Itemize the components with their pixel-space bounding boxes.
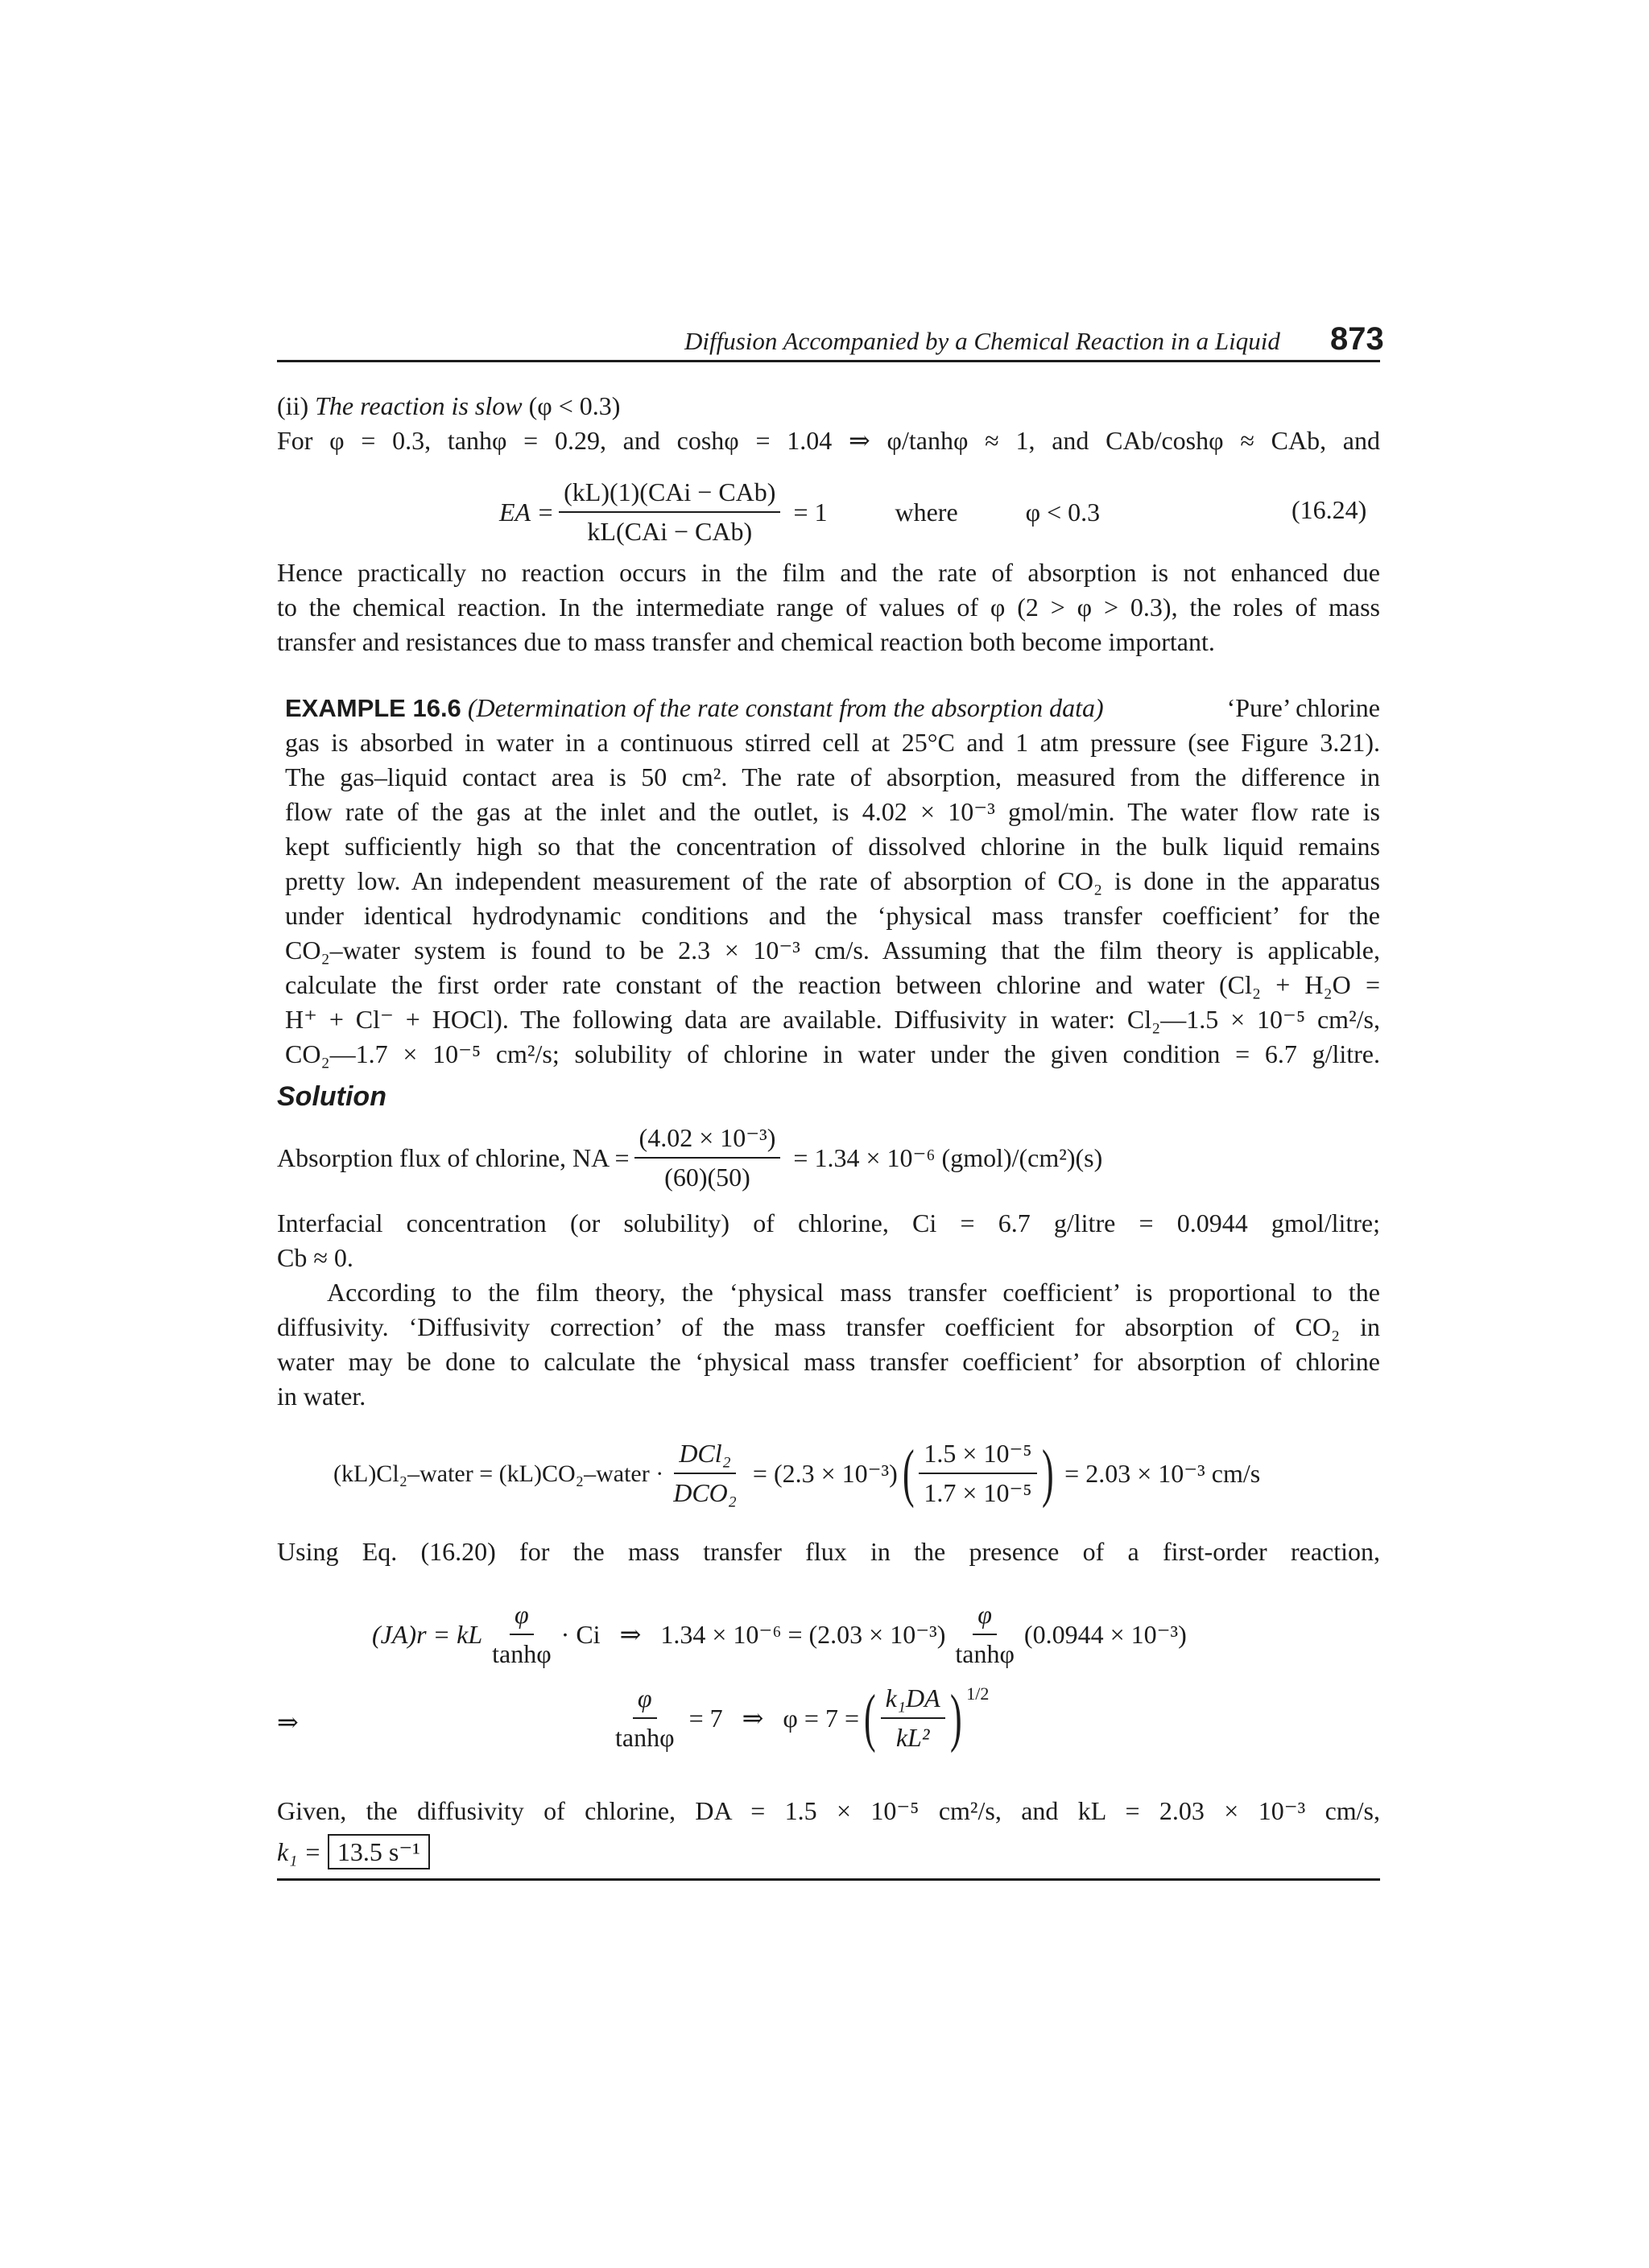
case-ii-para-3: transfer and resistances due to mass transfer and chemical reaction both become important. <box>277 627 1215 656</box>
diffusivity-denominator: DCO₂ <box>673 1478 737 1507</box>
footer-rule <box>277 1878 1380 1881</box>
example-label: EXAMPLE 16.6 <box>285 694 461 722</box>
answer-line <box>277 1834 430 1869</box>
flux-denominator: (60)(50) <box>664 1163 750 1192</box>
ea-fraction <box>559 475 780 549</box>
case-title: The reaction is slow <box>315 391 523 420</box>
phi-denominator: tanhφ <box>615 1723 675 1752</box>
ja-numerator: φ <box>510 1597 534 1635</box>
ea-numerator: (kL)(1)(CAi − CAb) <box>559 475 780 513</box>
phi-mid: = 7 ⇒ φ = 7 = <box>688 1703 859 1733</box>
phi-exponent: 1/2 <box>966 1683 990 1704</box>
example-line-10: CO₂—1.7 × 10⁻⁵ cm²/s; solubility of chlorine in water under the given condition = 6.7 g/litre. <box>285 1039 1380 1068</box>
kl-mid: = (2.3 × 10⁻³) <box>752 1458 898 1488</box>
case-ii-para-1: Hence practically no reaction occurs in the film and the rate of absorption is not enhanced due <box>277 558 1380 587</box>
ea-denominator: kL(CAi − CAb) <box>587 517 753 546</box>
values-numerator: 1.5 × 10⁻⁵ <box>919 1436 1036 1474</box>
phi-right-paren: ) <box>949 1683 962 1754</box>
implies-arrow: ⇒ <box>277 1708 299 1737</box>
equation-number: (16.24) <box>1292 495 1367 524</box>
page-number: 873 <box>1330 321 1384 357</box>
answer-lhs: k₁ = <box>277 1837 321 1866</box>
left-paren: ( <box>902 1438 915 1509</box>
ea-where: where <box>895 497 958 527</box>
case-ii-heading <box>277 389 620 423</box>
solution-para-3: water may be done to calculate the ‘physical mass transfer coefficient’ for absorption of chlorine <box>277 1347 1380 1376</box>
solution-para-2: diffusivity. ‘Diffusivity correction’ of the mass transfer coefficient for absorption of CO₂ in <box>277 1312 1380 1341</box>
kl-result: = 2.03 × 10⁻³ cm/s <box>1064 1458 1261 1488</box>
flux-equation <box>277 1121 1102 1195</box>
ja2-numerator: φ <box>973 1597 997 1635</box>
example-line-6: under identical hydrodynamic conditions and the ‘physical mass transfer coefficient’ for the <box>285 901 1380 930</box>
ea-condition: φ < 0.3 <box>1025 497 1101 527</box>
case-condition: (φ < 0.3) <box>528 391 621 420</box>
example-line-9: H⁺ + Cl⁻ + HOCl). The following data are available. Diffusivity in water: Cl₂—1.5 × 10⁻⁵ cm²/s, <box>285 1005 1380 1034</box>
flux-label: Absorption flux of chlorine, NA = <box>277 1142 630 1172</box>
phi-numerator: φ <box>633 1681 657 1719</box>
flux-result: = 1.34 × 10⁻⁶ (gmol)/(cm²)(s) <box>793 1142 1103 1172</box>
interfacial-line-2: Cb ≈ 0. <box>277 1243 353 1272</box>
ja-tail: (0.0944 × 10⁻³) <box>1023 1619 1187 1649</box>
thiele-denominator: kL² <box>895 1723 930 1752</box>
phi-fraction <box>610 1681 680 1755</box>
example-title: (Determination of the rate constant from the absorption data) <box>467 693 1104 722</box>
running-title: Diffusion Accompanied by a Chemical Reaction in a Liquid <box>684 327 1280 355</box>
thiele-equation <box>605 1681 989 1755</box>
diffusivity-values <box>919 1436 1036 1510</box>
kl-correction-equation <box>333 1436 1260 1510</box>
example-line-0: ‘Pure’ chlorine <box>1226 693 1380 722</box>
flux-numerator: (4.02 × 10⁻³) <box>634 1121 781 1159</box>
using-eq-line: Using Eq. (16.20) for the mass transfer flux in the presence of a first-order reaction, <box>277 1537 1380 1566</box>
example-line-3: flow rate of the gas at the inlet and the outlet, is 4.02 × 10⁻³ gmol/min. The water flow rate is <box>285 797 1380 826</box>
thiele-fraction <box>881 1681 945 1755</box>
enhancement-equation <box>499 475 1100 549</box>
answer-box: 13.5 s⁻¹ <box>328 1834 430 1869</box>
ja-fraction <box>487 1597 556 1671</box>
ja-denominator: tanhφ <box>492 1639 552 1668</box>
thiele-numerator: k₁DA <box>881 1681 945 1719</box>
ea-rhs: = 1 <box>793 497 828 527</box>
values-denominator: 1.7 × 10⁻⁵ <box>924 1478 1032 1507</box>
case-ii-line: For φ = 0.3, tanhφ = 0.29, and coshφ = 1.04 ⇒ φ/tanhφ ≈ 1, and CAb/coshφ ≈ CAb, and <box>277 426 1380 455</box>
solution-para-1: According to the film theory, the ‘physical mass transfer coefficient’ is proportional to the <box>327 1278 1380 1307</box>
case-label: (ii) <box>277 391 309 420</box>
right-paren: ) <box>1041 1438 1054 1509</box>
solution-heading: Solution <box>277 1081 386 1112</box>
ja2-denominator: tanhφ <box>955 1639 1015 1668</box>
given-line: Given, the diffusivity of chlorine, DA = 1.5 × 10⁻⁵ cm²/s, and kL = 2.03 × 10⁻³ cm/s, <box>277 1796 1380 1825</box>
flux-fraction <box>634 1121 781 1195</box>
case-ii-para-2: to the chemical reaction. In the intermediate range of values of φ (2 > φ > 0.3), the roles of mass <box>277 593 1380 622</box>
example-line-7: CO₂–water system is found to be 2.3 × 10⁻³ cm/s. Assuming that the film theory is applicable, <box>285 936 1380 965</box>
ja-fraction-2 <box>950 1597 1019 1671</box>
example-heading-line <box>285 691 1380 725</box>
phi-left-paren: ( <box>863 1683 876 1754</box>
example-line-8: calculate the first order rate constant of the reaction between chlorine and water (Cl₂ + H₂O = <box>285 970 1380 999</box>
example-line-5: pretty low. An independent measurement of the rate of absorption of CO₂ is done in the apparatus <box>285 866 1380 895</box>
ea-lhs: EA = <box>499 497 555 527</box>
interfacial-line-1: Interfacial concentration (or solubility) of chlorine, Ci = 6.7 g/litre = 0.0944 gmol/litre; <box>277 1208 1380 1237</box>
solution-para-4: in water. <box>277 1382 366 1411</box>
ja-after: · Ci ⇒ 1.34 × 10⁻⁶ = (2.03 × 10⁻³) <box>560 1619 946 1649</box>
ja-lhs: (JA)r = kL <box>372 1619 483 1649</box>
kl-lhs: (kL)Cl₂–water = (kL)CO₂–water · <box>333 1460 664 1487</box>
header-rule <box>277 360 1380 362</box>
diffusivity-numerator: DCl₂ <box>674 1436 735 1474</box>
diffusivity-ratio <box>668 1436 742 1510</box>
example-line-1: gas is absorbed in water in a continuous stirred cell at 25°C and 1 atm pressure (see Figure 3.21). <box>285 728 1380 757</box>
flux-reaction-equation <box>372 1597 1187 1671</box>
example-line-4: kept sufficiently high so that the concentration of dissolved chlorine in the bulk liquid remains <box>285 832 1380 861</box>
example-line-2: The gas–liquid contact area is 50 cm². The rate of absorption, measured from the difference in <box>285 762 1380 791</box>
